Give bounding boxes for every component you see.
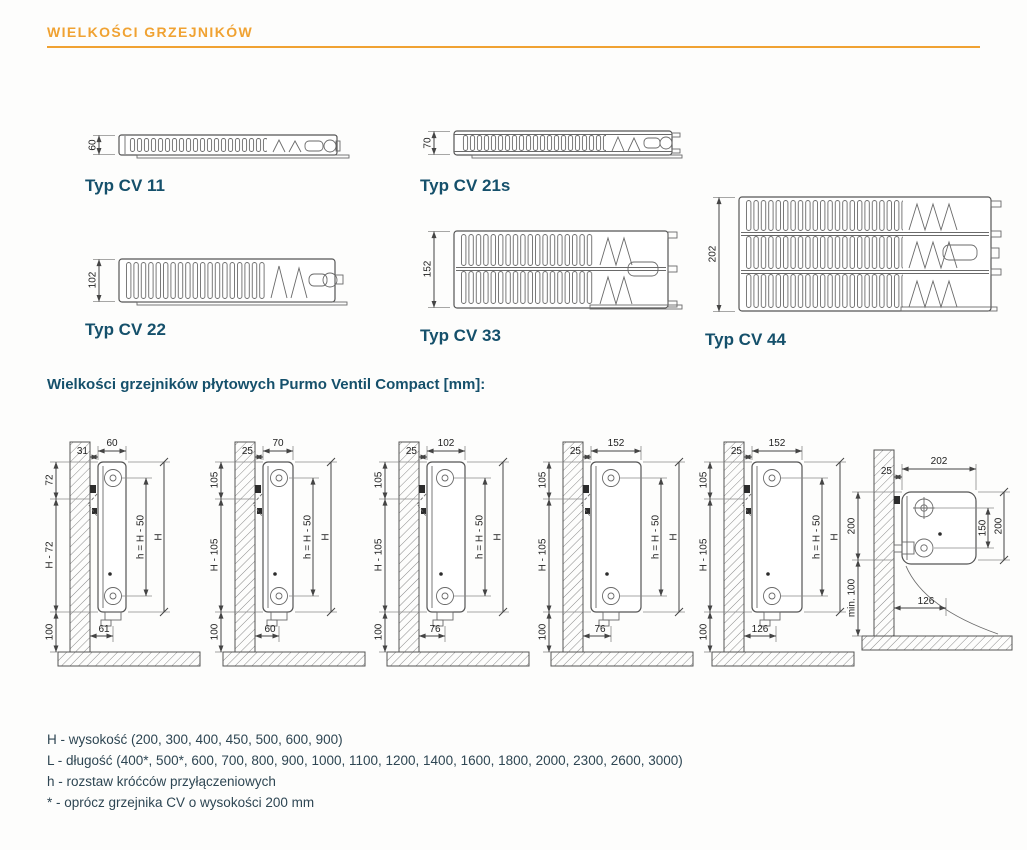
type-label: Typ CV 22 xyxy=(85,320,166,339)
dim-connection xyxy=(255,624,279,642)
svg-text:H - 105: H - 105 xyxy=(698,538,710,572)
cross-section-cv44 xyxy=(694,424,859,674)
depth-dimension xyxy=(423,232,450,308)
svg-text:100: 100 xyxy=(537,623,549,641)
svg-text:105: 105 xyxy=(373,471,385,489)
svg-text:25: 25 xyxy=(880,466,892,477)
dim-wall-offset xyxy=(731,446,752,457)
legend-line-footnote: * - oprócz grzejnika CV o wysokości 200 mm xyxy=(47,795,315,810)
profile-cv11 xyxy=(85,132,353,196)
wall xyxy=(235,442,255,652)
fins-top xyxy=(460,234,594,266)
profile-cv33 xyxy=(420,228,688,346)
dim-height xyxy=(467,458,509,616)
svg-text:H: H xyxy=(320,533,332,541)
profile-cv44 xyxy=(705,194,1010,350)
depth-value: 102 xyxy=(87,271,99,289)
svg-text:126: 126 xyxy=(751,624,769,635)
dim-height xyxy=(804,458,846,616)
svg-text:72: 72 xyxy=(44,474,56,486)
svg-text:76: 76 xyxy=(429,624,441,635)
svg-text:H: H xyxy=(153,533,165,541)
floor xyxy=(712,652,854,666)
svg-text:h = H - 50: h = H - 50 xyxy=(302,514,314,560)
fins-bottom xyxy=(745,274,903,308)
svg-text:105: 105 xyxy=(537,471,549,489)
dim-wall-offset xyxy=(406,446,427,457)
svg-text:h = H - 50: h = H - 50 xyxy=(811,514,823,560)
wall xyxy=(724,442,744,652)
svg-text:100: 100 xyxy=(44,623,56,641)
dim-connection xyxy=(894,596,946,616)
depth-dimension xyxy=(423,132,450,155)
svg-text:h = H - 50: h = H - 50 xyxy=(135,514,147,560)
legend-line-port-spacing: h - rozstaw króćców przyłączeniowych xyxy=(47,774,276,789)
cross-section-cv33 xyxy=(533,424,698,674)
wall xyxy=(70,442,90,652)
profile-cv21s-drawing xyxy=(420,128,688,162)
dim-top-width xyxy=(902,456,976,490)
svg-text:min. 100: min. 100 xyxy=(846,578,858,618)
depth-value: 60 xyxy=(87,139,99,151)
radiator-body xyxy=(742,462,802,626)
dim-top-width xyxy=(98,438,126,460)
cross-section-cv11 xyxy=(40,424,205,674)
svg-text:202: 202 xyxy=(930,456,948,467)
svg-text:100: 100 xyxy=(209,623,221,641)
fins-bottom xyxy=(460,271,594,304)
legend-line-length: L - długość (400*, 500*, 600, 700, 800, 900, 1000, 1100, 1200, 1400, 1600, 1800, 2000, 2300, 2600, 3000) xyxy=(47,753,683,768)
svg-text:25: 25 xyxy=(405,446,417,457)
cross-section-cv22 xyxy=(369,424,534,674)
dim-top-width xyxy=(591,438,641,460)
radiator-body xyxy=(88,462,126,626)
dim-wall-offset xyxy=(77,446,98,457)
legend-line-height: H - wysokość (200, 300, 400, 450, 500, 600, 900) xyxy=(47,732,343,747)
depth-dimension xyxy=(88,260,115,302)
svg-text:H: H xyxy=(829,533,841,541)
svg-text:150: 150 xyxy=(977,519,989,537)
dim-connection xyxy=(583,624,611,642)
radiator-body xyxy=(581,462,641,626)
svg-text:61: 61 xyxy=(98,624,110,635)
base-plate xyxy=(137,155,349,158)
type-label: Typ CV 11 xyxy=(85,176,165,195)
svg-text:25: 25 xyxy=(241,446,253,457)
svg-text:126: 126 xyxy=(917,596,935,607)
fins xyxy=(462,135,606,151)
wall xyxy=(399,442,419,652)
title-rule xyxy=(47,46,980,48)
dim-top-width xyxy=(752,438,802,460)
svg-text:60: 60 xyxy=(106,438,118,449)
svg-text:200: 200 xyxy=(846,517,858,535)
svg-text:102: 102 xyxy=(437,438,455,449)
floor xyxy=(862,636,1012,650)
svg-text:100: 100 xyxy=(698,623,710,641)
svg-text:25: 25 xyxy=(730,446,742,457)
svg-text:70: 70 xyxy=(272,438,284,449)
base-plate xyxy=(472,155,682,158)
svg-text:60: 60 xyxy=(264,624,276,635)
fins xyxy=(125,262,265,299)
svg-text:31: 31 xyxy=(76,446,88,457)
radiator-body xyxy=(417,462,465,626)
dim-wall-offset xyxy=(570,446,591,457)
type-label: Typ CV 21s xyxy=(420,176,511,195)
floor xyxy=(551,652,693,666)
svg-text:76: 76 xyxy=(594,624,606,635)
depth-value: 152 xyxy=(422,260,434,278)
page-title: WIELKOŚCI GRZEJNIKÓW xyxy=(47,24,254,40)
depth-dimension xyxy=(708,198,735,312)
dim-wall-offset xyxy=(881,466,902,477)
dim-height xyxy=(643,458,685,616)
svg-text:152: 152 xyxy=(768,438,786,449)
svg-text:152: 152 xyxy=(607,438,625,449)
svg-text:h = H - 50: h = H - 50 xyxy=(474,514,486,560)
floor xyxy=(387,652,529,666)
dim-connection xyxy=(419,624,445,642)
fins xyxy=(129,138,267,152)
dim-top-width xyxy=(263,438,293,460)
depth-dimension xyxy=(88,136,115,155)
detail-drawing-h200 xyxy=(846,436,1023,664)
dim-height xyxy=(128,458,170,616)
fins-top xyxy=(745,200,903,231)
profile-cv21s xyxy=(420,128,688,196)
type-label: Typ CV 33 xyxy=(420,326,501,345)
floor xyxy=(223,652,365,666)
svg-text:105: 105 xyxy=(698,471,710,489)
svg-text:H - 72: H - 72 xyxy=(44,541,56,569)
depth-value: 202 xyxy=(707,245,719,263)
svg-text:H - 105: H - 105 xyxy=(373,538,385,572)
svg-text:h = H - 50: h = H - 50 xyxy=(650,514,662,560)
svg-text:105: 105 xyxy=(209,471,221,489)
fins-middle xyxy=(745,236,903,269)
svg-text:H - 105: H - 105 xyxy=(209,538,221,572)
dim-wall-offset xyxy=(242,446,263,457)
legend xyxy=(47,729,683,813)
wall xyxy=(563,442,583,652)
profile-cv33-drawing xyxy=(420,228,688,312)
profile-cv22-drawing xyxy=(85,256,353,306)
section-heading: Wielkości grzejników płytowych Purmo Ventil Compact [mm]: xyxy=(47,376,486,393)
dim-connection xyxy=(744,624,776,642)
radiator-body xyxy=(253,462,293,626)
svg-text:200: 200 xyxy=(993,517,1005,535)
type-label: Typ CV 44 xyxy=(705,330,786,349)
svg-text:25: 25 xyxy=(569,446,581,457)
wall xyxy=(874,450,894,636)
dim-top-width xyxy=(427,438,465,460)
svg-text:H - 105: H - 105 xyxy=(537,538,549,572)
cross-section-cv21s xyxy=(205,424,370,674)
svg-text:H: H xyxy=(668,533,680,541)
dim-connection xyxy=(90,624,113,642)
profile-cv11-drawing xyxy=(85,132,353,162)
svg-text:H: H xyxy=(492,533,504,541)
depth-value: 70 xyxy=(422,137,434,149)
floor xyxy=(58,652,200,666)
dim-height xyxy=(295,458,337,616)
profile-cv44-drawing xyxy=(705,194,1010,316)
profile-cv22 xyxy=(85,256,353,340)
svg-text:100: 100 xyxy=(373,623,385,641)
